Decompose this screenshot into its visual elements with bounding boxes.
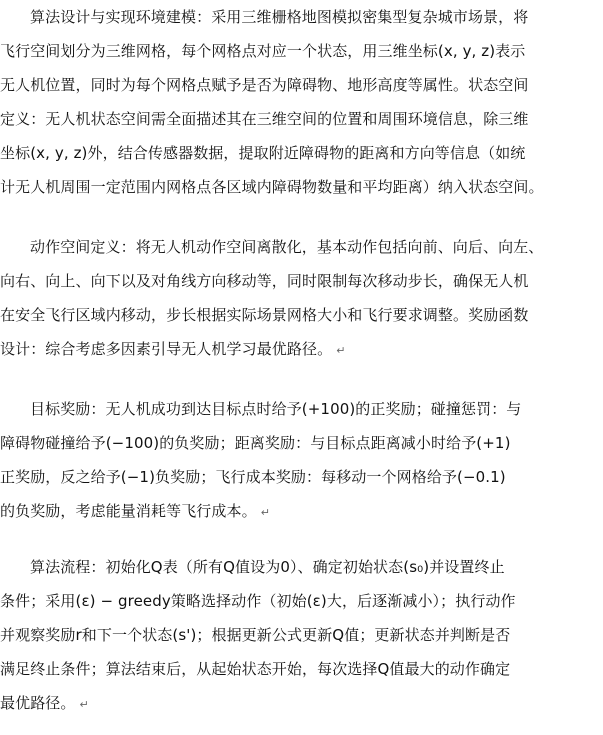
paragraph-mark-icon: ↵ [336, 344, 346, 357]
text-line-content: 最优路径。 [0, 694, 76, 712]
text-line: 动作空间定义：将无人机动作空间离散化，基本动作包括向前、向后、向左、 [30, 238, 544, 256]
text-line: 满足终止条件；算法结束后，从起始状态开始，每次选择Q值最大的动作确定 [0, 660, 511, 678]
text-line: 在安全飞行区域内移动，步长根据实际场景网格大小和飞行要求调整。奖励函数 [0, 306, 529, 324]
text-line: 算法流程：初始化Q表（所有Q值设为0）、确定初始状态(s₀)并设置终止 [30, 558, 505, 576]
text-line: 条件；采用(ε) − greedy策略选择动作（初始(ε)大，后逐渐减小）；执行动作 [0, 592, 516, 610]
text-line: 并观察奖励r和下一个状态(s')；根据更新公式更新Q值；更新状态并判断是否 [0, 626, 511, 644]
text-line: 计无人机周围一定范围内网格点各区域内障碍物数量和平均距离）纳入状态空间。 [0, 178, 544, 196]
text-line: 飞行空间划分为三维网格，每个网格点对应一个状态，用三维坐标(x, y, z)表示 [0, 42, 526, 60]
text-line-last [0, 494, 603, 528]
paragraph-mark-icon: ↵ [79, 698, 89, 711]
text-line-last [0, 686, 603, 720]
text-line: 无人机位置，同时为每个网格点赋予是否为障碍物、地形高度等属性。状态空间 [0, 76, 529, 94]
paragraph-mark-icon: ↵ [260, 506, 271, 519]
text-line: 目标奖励：无人机成功到达目标点时给予(+100)的正奖励；碰撞惩罚：与 [30, 400, 522, 418]
text-line-last [0, 332, 603, 366]
text-line: 障碍物碰撞给予(−100)的负奖励；距离奖励：与目标点距离减小时给予(+1) [0, 434, 511, 452]
text-line-content: 的负奖励，考虑能量消耗等飞行成本。 [0, 502, 257, 520]
text-line: 算法设计与实现环境建模：采用三维栅格地图模拟密集型复杂城市场景，将 [30, 8, 529, 26]
text-line-content: 设计：综合考虑多因素引导无人机学习最优路径。 [0, 340, 333, 358]
text-line: 定义：无人机状态空间需全面描述其在三维空间的位置和周围环境信息，除三维 [0, 110, 529, 128]
text-line: 向右、向上、向下以及对角线方向移动等，同时限制每次移动步长，确保无人机 [0, 272, 529, 290]
text-line: 坐标(x, y, z)外，结合传感器数据，提取附近障碍物的距离和方向等信息（如统 [0, 144, 526, 162]
text-line: 正奖励，反之给予(−1)负奖励；飞行成本奖励：每移动一个网格给予(−0.1) [0, 468, 506, 486]
